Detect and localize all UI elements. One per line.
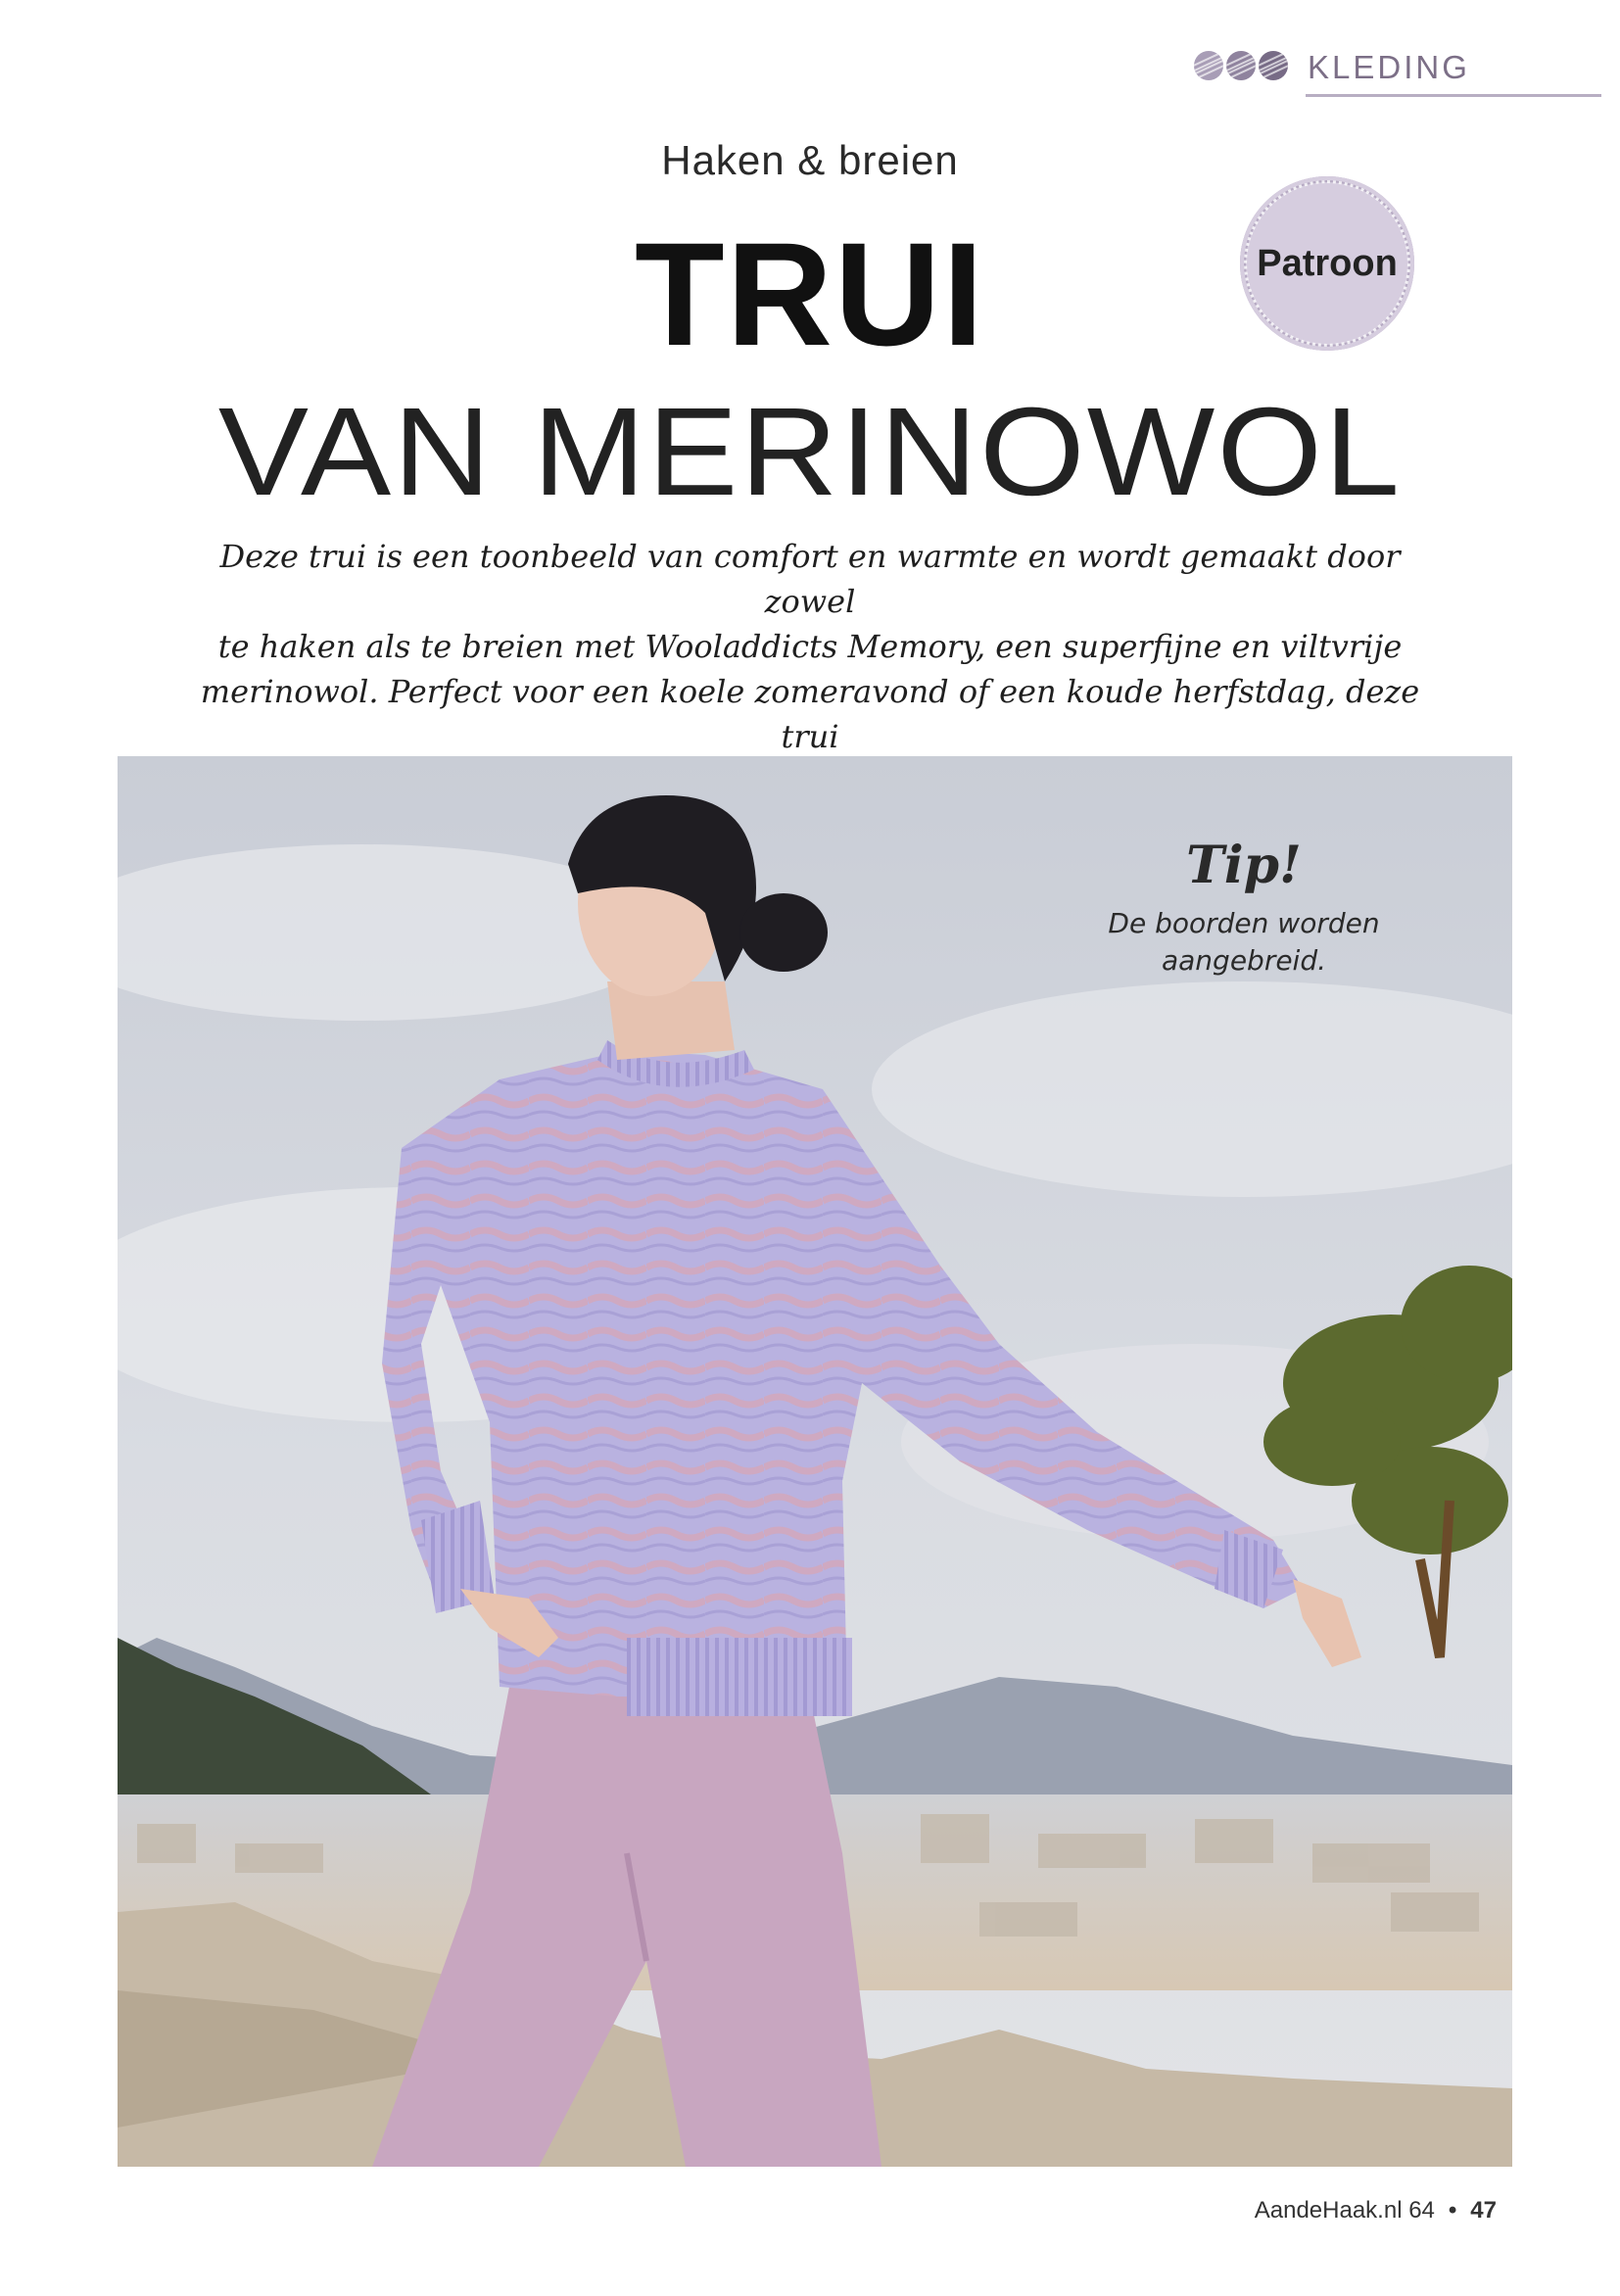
pattern-badge [1240, 176, 1414, 351]
intro-line: te haken als te breien met Wooladdicts Memory, een superfijne en viltvrije [217, 628, 1403, 665]
article-subtitle: VAN MERINOWOL [217, 382, 1403, 522]
tip-line: De boorden worden [1108, 907, 1380, 939]
yarn-ball-icon [1226, 51, 1256, 80]
yarn-ball-icon [1259, 51, 1288, 80]
pattern-badge-label: Patroon [1257, 242, 1398, 284]
footer-site: AandeHaak.nl 64 [1254, 2197, 1435, 2224]
tip-line: aangebreid. [1161, 944, 1327, 977]
yarn-ball-icon [1194, 51, 1223, 80]
section-rule [1306, 94, 1601, 97]
page-number: 47 [1470, 2197, 1497, 2224]
page-footer [1255, 2197, 1497, 2224]
intro-line: Deze trui is een toonbeeld van comfort en warmte en wordt gemaakt door zowel [219, 538, 1401, 620]
tip-title: Tip! [1186, 836, 1302, 895]
section-header [1190, 47, 1601, 101]
footer-separator: • [1448, 2197, 1457, 2224]
intro-line: merinowol. Perfect voor een koele zomeravond of een koude herfstdag, deze trui [200, 673, 1420, 755]
article-kicker: Haken & breien [661, 137, 959, 183]
article-title: TRUI [635, 212, 985, 376]
tip-box [1097, 836, 1391, 980]
tip-text [1097, 905, 1391, 980]
yarn-balls-icon [1194, 51, 1288, 80]
section-label: KLEDING [1308, 49, 1470, 85]
